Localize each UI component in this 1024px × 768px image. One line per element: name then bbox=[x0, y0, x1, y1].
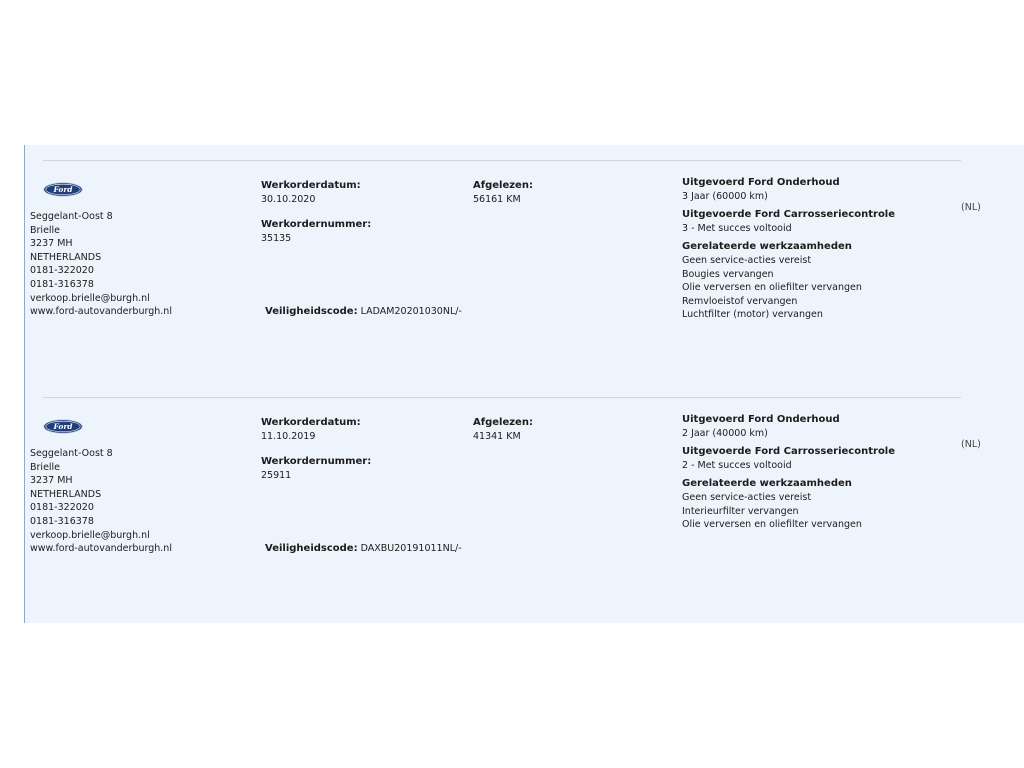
werkzaamheid-item: Remvloeistof vervangen bbox=[682, 295, 798, 307]
service-details bbox=[682, 176, 895, 322]
ford-logo-icon bbox=[43, 182, 83, 197]
mileage-info bbox=[473, 416, 533, 443]
address-postcode: 3237 MH bbox=[30, 238, 73, 250]
service-record bbox=[25, 397, 1024, 627]
address-email: verkoop.brielle@burgh.nl bbox=[30, 529, 150, 541]
werkzaamheden-label: Gerelateerde werkzaamheden bbox=[682, 241, 852, 253]
afgelezen-label: Afgelezen: bbox=[473, 417, 533, 428]
dealer-address bbox=[30, 447, 172, 556]
werkzaamheid-item: Interieurfilter vervangen bbox=[682, 505, 799, 517]
werkzaamheid-item: Olie verversen en oliefilter vervangen bbox=[682, 519, 862, 531]
werkordernummer-label: Werkordernummer: bbox=[261, 219, 372, 231]
address-street: Seggelant-Oost 8 bbox=[30, 448, 113, 459]
language-code: (NL) bbox=[961, 439, 981, 450]
address-website: www.ford-autovanderburgh.nl bbox=[30, 306, 172, 318]
svg-text:Ford: Ford bbox=[53, 185, 73, 195]
veiligheidscode-value: DAXBU20191011NL/- bbox=[360, 543, 462, 554]
ford-logo-icon bbox=[43, 419, 83, 434]
carrosserie-value: 3 - Met succes voltooid bbox=[682, 222, 792, 234]
address-postcode: 3237 MH bbox=[30, 475, 73, 487]
onderhoud-value: 3 Jaar (60000 km) bbox=[682, 190, 768, 202]
service-record bbox=[25, 160, 1024, 390]
address-fax: 0181-316378 bbox=[30, 515, 94, 527]
afgelezen-label: Afgelezen: bbox=[473, 180, 533, 191]
divider bbox=[43, 160, 961, 161]
address-street: Seggelant-Oost 8 bbox=[30, 211, 113, 222]
onderhoud-label: Uitgevoerd Ford Onderhoud bbox=[682, 414, 840, 425]
afgelezen-value: 56161 KM bbox=[473, 193, 521, 205]
address-country: NETHERLANDS bbox=[30, 251, 102, 263]
workorder-info bbox=[261, 179, 371, 245]
werkorderdatum-value: 11.10.2019 bbox=[261, 430, 316, 442]
security-code bbox=[265, 305, 462, 319]
workorder-info bbox=[261, 416, 371, 482]
carrosserie-value: 2 - Met succes voltooid bbox=[682, 459, 792, 471]
onderhoud-label: Uitgevoerd Ford Onderhoud bbox=[682, 177, 840, 188]
werkordernummer-value: 25911 bbox=[261, 469, 292, 481]
werkzaamheid-item: Geen service-acties vereist bbox=[682, 254, 812, 266]
address-city: Brielle bbox=[30, 461, 61, 473]
svg-text:Ford: Ford bbox=[53, 422, 73, 432]
address-country: NETHERLANDS bbox=[30, 488, 102, 500]
dealer-address bbox=[30, 210, 172, 319]
carrosserie-label: Uitgevoerde Ford Carrosseriecontrole bbox=[682, 209, 896, 221]
werkorderdatum-value: 30.10.2020 bbox=[261, 193, 316, 205]
werkzaamheden-label: Gerelateerde werkzaamheden bbox=[682, 478, 852, 490]
werkorderdatum-label: Werkorderdatum: bbox=[261, 180, 361, 191]
afgelezen-value: 41341 KM bbox=[473, 430, 521, 442]
carrosserie-label: Uitgevoerde Ford Carrosseriecontrole bbox=[682, 446, 896, 458]
mileage-info bbox=[473, 179, 533, 206]
werkorderdatum-label: Werkorderdatum: bbox=[261, 417, 361, 428]
address-city: Brielle bbox=[30, 224, 61, 236]
security-code bbox=[265, 542, 462, 556]
language-code: (NL) bbox=[961, 202, 981, 213]
address-website: www.ford-autovanderburgh.nl bbox=[30, 543, 172, 555]
veiligheidscode-label: Veiligheidscode: bbox=[265, 306, 358, 317]
werkzaamheid-item: Luchtfilter (motor) vervangen bbox=[682, 309, 823, 321]
address-phone: 0181-322020 bbox=[30, 265, 94, 277]
address-phone: 0181-322020 bbox=[30, 502, 94, 514]
werkordernummer-label: Werkordernummer: bbox=[261, 456, 372, 468]
werkordernummer-value: 35135 bbox=[261, 232, 292, 244]
service-history-panel bbox=[24, 145, 1024, 623]
service-details bbox=[682, 413, 895, 532]
werkzaamheid-item: Bougies vervangen bbox=[682, 268, 774, 280]
divider bbox=[43, 397, 961, 398]
werkzaamheid-item: Olie verversen en oliefilter vervangen bbox=[682, 282, 862, 294]
address-email: verkoop.brielle@burgh.nl bbox=[30, 292, 150, 304]
werkzaamheid-item: Geen service-acties vereist bbox=[682, 491, 812, 503]
address-fax: 0181-316378 bbox=[30, 278, 94, 290]
onderhoud-value: 2 Jaar (40000 km) bbox=[682, 427, 768, 439]
veiligheidscode-label: Veiligheidscode: bbox=[265, 543, 358, 554]
veiligheidscode-value: LADAM20201030NL/- bbox=[360, 306, 462, 317]
